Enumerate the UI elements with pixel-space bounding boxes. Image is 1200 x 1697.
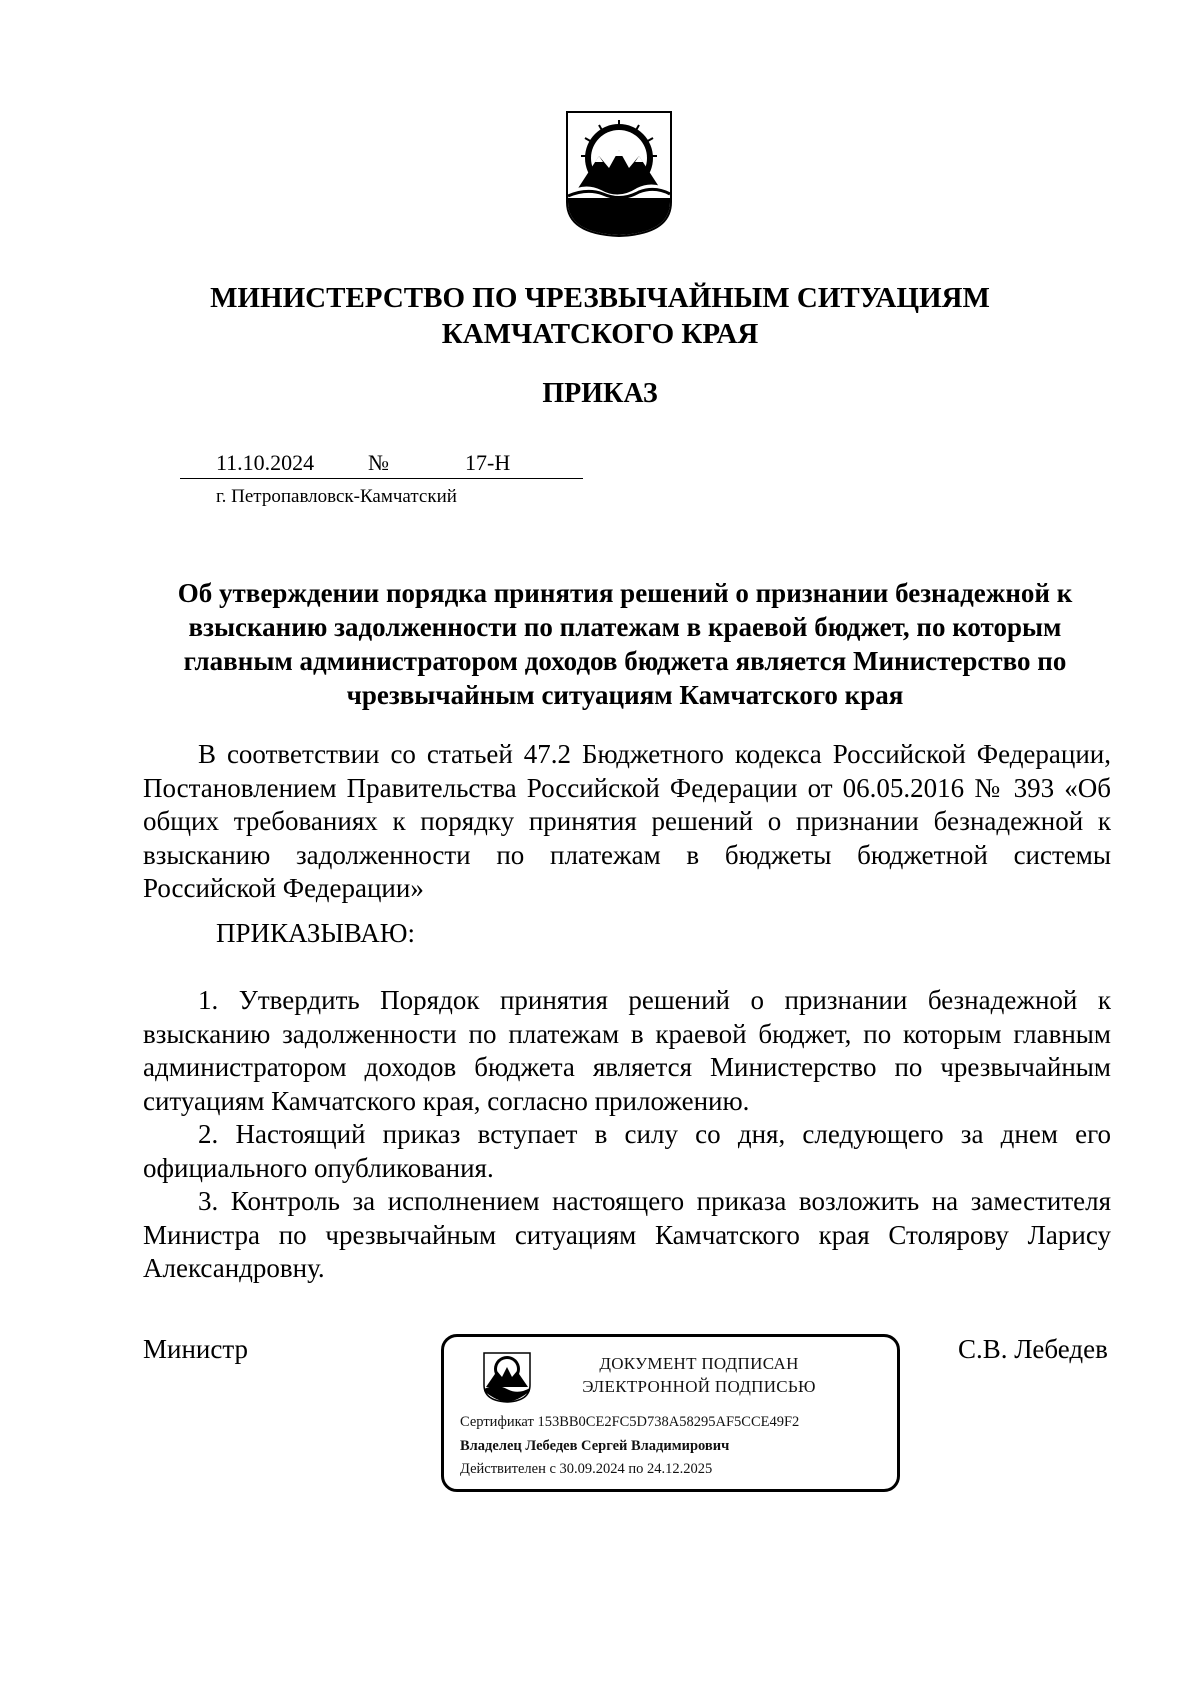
title-line: взысканию задолженности по платежам в краевой бюджет, по которым [188,612,1062,642]
stamp-owner: Владелец Лебедев Сергей Владимирович [460,1438,730,1454]
organization-name-line1: МИНИСТЕРСТВО ПО ЧРЕЗВЫЧАЙНЫМ СИТУАЦИЯМ [210,282,990,314]
city: г. Петропавловск-Камчатский [216,486,457,507]
order-items [143,984,1111,1286]
order-number: 17-Н [465,450,511,475]
order-item-1: 1. Утвердить Порядок принятия решений о признании безнадежной к взысканию задолженности по платежам в краевой бюджет, по которым главным администратором доходов бюджета является Министерство по чрезвычайным ситуациям Камчатского края, согласно приложению. [143,985,1111,1116]
signatory-position: Министр [143,1334,248,1364]
coat-of-arms-emblem [565,110,673,238]
stamp-certificate: Сертификат 153BB0CE2FC5D738A58295AF5CCE49F2 [460,1414,800,1430]
title-line: главным администратором доходов бюджета является Министерство по [183,646,1067,676]
order-item-2: 2. Настоящий приказ вступает в силу со дня, следующего за днем его официального опубликования. [143,1119,1111,1183]
order-item-3: 3. Контроль за исполнением настоящего приказа возложить на заместителя Министра по чрезвычайным ситуациям Камчатского края Столярову Ларису Александровну. [143,1186,1111,1283]
kamchatka-coat-of-arms-icon [482,1351,532,1403]
title-line: чрезвычайным ситуациям Камчатского края [346,680,904,710]
title-line: Об утверждении порядка принятия решений о признании безнадежной к [177,578,1073,608]
number-sign: № [368,450,389,475]
signatory-name: С.В. Лебедев [958,1334,1108,1364]
stamp-validity: Действителен с 30.09.2024 по 24.12.2025 [460,1461,713,1477]
order-word: ПРИКАЗЫВАЮ: [216,918,415,948]
order-title [150,576,1100,712]
stamp-title-line2: ЭЛЕКТРОННОЙ ПОДПИСЬЮ [582,1377,816,1396]
electronic-signature-stamp [441,1334,900,1492]
order-date: 11.10.2024 [216,450,315,475]
preamble-text: В соответствии со статьей 47.2 Бюджетного кодекса Российской Федерации, Постановлением Правительства Российской Федерации от 06.05.2016 № 393 «Об общих требованиях к порядку принятия решений о признании безнадежной к взысканию задолженности по платежам в бюджеты бюджетной системы Российской Федерации» [143,739,1111,903]
stamp-title-line1: ДОКУМЕНТ ПОДПИСАН [599,1354,799,1373]
organization-name-line2: КАМЧАТСКОГО КРАЯ [441,318,759,350]
kamchatka-coat-of-arms-icon [565,110,673,238]
document-type: ПРИКАЗ [542,378,658,409]
registration-underline [180,478,583,479]
preamble [143,738,1111,906]
